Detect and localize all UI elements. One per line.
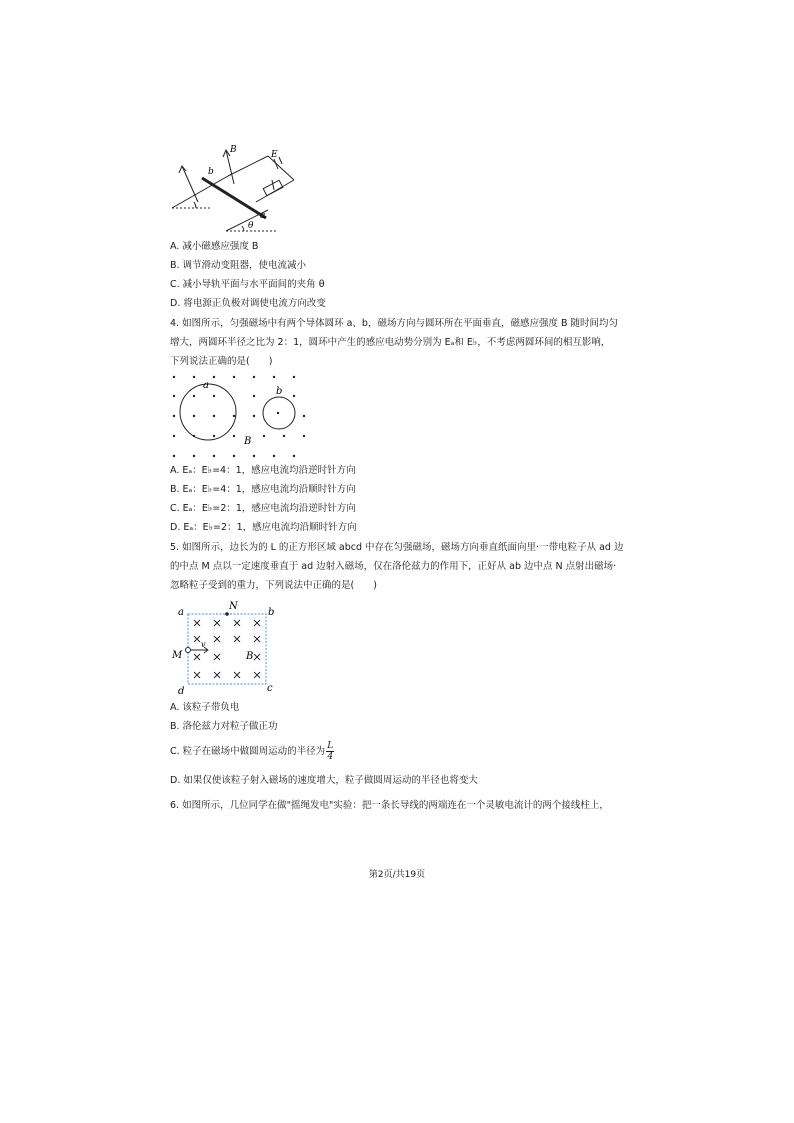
q5-option-a: A. 该粒子带负电: [170, 702, 240, 713]
corner-label-b: b: [268, 607, 275, 618]
q6-stem-line-1: 6. 如图所示，几位同学在做"摇绳发电"实验：把一条长导线的两端连在一个灵敏电流计的两个接线柱上，: [170, 800, 609, 811]
q4-stem-line-2: 增大，两圆环半径之比为 2：1，圆环中产生的感应电动势分别为 Eₐ和 E♭，不考虑两圆环间的相互影响，: [170, 337, 611, 348]
fig1-label-theta: θ: [248, 221, 254, 231]
q3-option-d: D. 将电源正负极对调使电流方向改变: [170, 298, 326, 309]
q5-option-d: D. 如果仅使该粒子射入磁场的速度增大，粒子做圆周运动的半径也将变大: [170, 775, 478, 786]
ring-a: [180, 384, 236, 440]
square-field-diagram: [168, 598, 280, 698]
q3-option-b: B. 调节滑动变阻器，使电流减小: [170, 260, 307, 271]
q4-option-d: D. Eₐ：E♭=2：1，感应电流均沿顺时针方向: [170, 522, 357, 533]
point-label-M: M: [172, 650, 183, 661]
q4-stem-line-3: 下列说法正确的是( ): [170, 356, 273, 367]
corner-label-a: a: [178, 607, 184, 618]
corner-label-d: d: [178, 686, 185, 697]
fraction-numerator: L: [327, 741, 334, 751]
fig1-label-E: E: [271, 150, 278, 160]
field-label-B-square: B: [246, 651, 254, 662]
ring-label-a: a: [203, 380, 209, 391]
point-label-N: N: [229, 601, 238, 612]
q5-option-c-text: C. 粒子在磁场中做圆周运动的半径为: [170, 746, 326, 757]
fig1-label-b: b: [208, 167, 214, 177]
q4-option-c: C. Eₐ：E♭=2：1，感应电流均沿逆时针方向: [170, 503, 356, 514]
fig1-label-a: a: [260, 211, 266, 221]
q4-stem-line-1: 4. 如图所示，匀强磁场中有两个导体圆环 a、b，磁场方向与圆环所在平面垂直，磁感应强度 B 随时间均匀: [170, 318, 619, 329]
q3-option-c: C. 减小导轨平面与水平面间的夹角 θ: [170, 279, 325, 290]
q5-option-b: B. 洛伦兹力对粒子做正功: [170, 721, 278, 732]
q5-stem-line-3: 忽略粒子受到的重力，下列说法中正确的是( ): [170, 580, 377, 591]
ring-field-figure: [168, 370, 308, 462]
field-boundary: [188, 614, 266, 684]
incline-rail-diagram: [168, 140, 308, 236]
q3-option-a: A. 减小磁感应强度 B: [170, 241, 259, 252]
field-label-B: B: [244, 436, 252, 447]
incline-rail-figure: [168, 140, 308, 236]
q5-stem-line-2: 的中点 M 点以一定速度垂直于 ad 边射入磁场，仅在洛伦兹力的作用下，正好从 ab 边中点 N 点射出磁场·: [170, 561, 617, 572]
fig1-label-B: B: [230, 145, 237, 155]
q4-option-a: A. Eₐ：E♭=4：1，感应电流均沿逆时针方向: [170, 465, 356, 476]
ring-label-b: b: [276, 386, 283, 397]
square-field-figure: [168, 598, 280, 698]
q5-option-c: [170, 741, 334, 762]
q5-stem-line-1: 5. 如图所示，边长为的 L 的正方形区域 abcd 中存在匀强磁场，磁场方向垂直纸面向里·一带电粒子从 ad 边: [170, 542, 624, 553]
q4-option-b: B. Eₐ：E♭=4：1，感应电流均沿顺时针方向: [170, 484, 356, 495]
page-footer: 第2页/共19页: [368, 870, 426, 880]
radius-fraction: [326, 741, 334, 762]
ring-field-diagram: [168, 370, 308, 462]
fraction-denominator: 4: [327, 752, 334, 762]
corner-label-c: c: [267, 683, 273, 694]
velocity-label-v: v: [201, 640, 206, 649]
